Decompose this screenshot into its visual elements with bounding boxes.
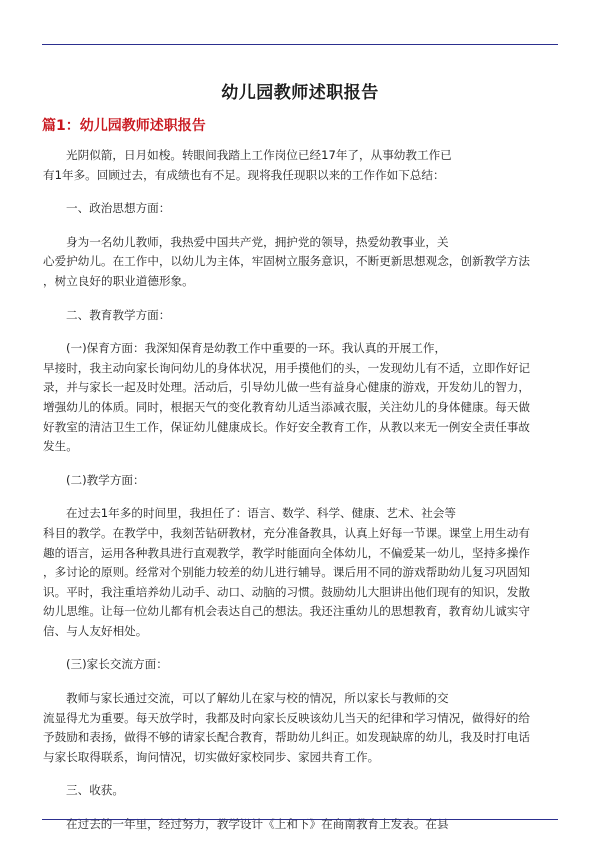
text-line: 流显得尤为重要。每天放学时，我都及时向家长反映该幼儿当天的纪律和学习情况，做得好的给 xyxy=(43,710,530,725)
section-heading xyxy=(43,306,557,326)
text-line: 在过去的一年里，经过努力，教学设计《上和下》在商南教育上发表。在县 xyxy=(66,817,449,832)
text-line: 身为一名幼儿教师，我热爱中国共产党，拥护党的领导，热爱幼教事业，关 xyxy=(66,234,449,249)
document-body xyxy=(43,146,557,849)
text-line: 早接时，我主动向家长询问幼儿的身体状况，用手摸他们的头，一发现幼儿有不适，立即作好记 xyxy=(43,360,530,375)
text-line: (二)教学方面： xyxy=(66,472,145,487)
text-line: (一)保育方面：我深知保育是幼教工作中重要的一环。我认真的开展工作， xyxy=(66,341,447,356)
paragraph xyxy=(43,815,557,835)
paragraph xyxy=(43,146,557,185)
top-rule xyxy=(42,44,558,45)
text-line: 录，并与家长一起及时处理。活动后，引导幼儿做一些有益身心健康的游戏，开发幼儿的智力， xyxy=(43,380,530,395)
text-line: 科目的教学。在教学中，我刻苦钻研教材，充分准备教具，认真上好每一节课。课堂上用生动有 xyxy=(43,525,530,540)
text-line: 趣的语言，运用各种教具进行直观教学，教学时能面向全体幼儿，不偏爱某一幼儿，坚持多操作 xyxy=(43,545,530,560)
text-line: 二、教育教学方面： xyxy=(66,307,171,322)
text-line: ，树立良好的职业道德形象。 xyxy=(43,273,194,288)
text-line: 一、政治思想方面： xyxy=(66,201,171,216)
bottom-rule xyxy=(42,819,558,820)
page-title: 幼儿园教师述职报告 xyxy=(221,83,379,103)
text-line: 信、与人友好相处。 xyxy=(43,623,148,638)
paragraph xyxy=(43,689,557,767)
text-line: 心爱护幼儿。在工作中，以幼儿为主体，牢固树立服务意识，不断更新思想观念，创新教学方法 xyxy=(43,254,530,269)
text-line: ，多讨论的原则。经常对个别能力较差的幼儿进行辅导。课后用不同的游戏帮助幼儿复习巩固知 xyxy=(43,565,530,580)
text-line: 有1年多。回顾过去，有成绩也有不足。现将我任现职以来的工作作如下总结： xyxy=(43,167,445,182)
section-heading xyxy=(43,471,557,491)
text-line: 三、收获。 xyxy=(66,783,124,798)
text-line: 予鼓励和表扬，做得不够的请家长配合教育，帮助幼儿纠正。如发现缺席的幼儿，我及时打电话 xyxy=(43,730,530,745)
paragraph xyxy=(43,339,557,457)
text-line: 发生。 xyxy=(43,439,78,454)
text-line: 幼儿思维。让每一位幼儿都有机会表达自己的想法。我还注重幼儿的思想教育，教育幼儿诚实守 xyxy=(43,604,530,619)
paragraph xyxy=(43,233,557,292)
text-line: 在过去1年多的时间里，我担任了：语言、数学、科学、健康、艺术、社会等 xyxy=(66,506,456,521)
text-line: 教师与家长通过交流，可以了解幼儿在家与校的情况，所以家长与教师的交 xyxy=(66,691,449,706)
paragraph xyxy=(43,504,557,641)
text-line: 识。平时，我注重培养幼儿动手、动口、动脑的习惯。鼓励幼儿大胆讲出他们现有的知识，发散 xyxy=(43,584,530,599)
section-heading xyxy=(43,781,557,801)
text-line: 增强幼儿的体质。同时，根据天气的变化教育幼儿适当添减衣服，关注幼儿的身体健康。每天做 xyxy=(43,399,530,414)
text-line: 光阴似箭，日月如梭。转眼间我踏上工作岗位已经17年了，从事幼教工作已 xyxy=(66,148,452,162)
section-title: 篇1：幼儿园教师述职报告 xyxy=(42,118,206,134)
text-line: 好教室的清洁卫生工作，保证幼儿健康成长。作好安全教育工作，从教以来无一例安全责任事故 xyxy=(43,419,530,434)
text-line: (三)家长交流方面： xyxy=(66,657,168,672)
section-heading xyxy=(43,655,557,675)
text-line: 与家长取得联系，询问情况，切实做好家校同步、家园共育工作。 xyxy=(43,749,380,764)
section-heading xyxy=(43,199,557,219)
